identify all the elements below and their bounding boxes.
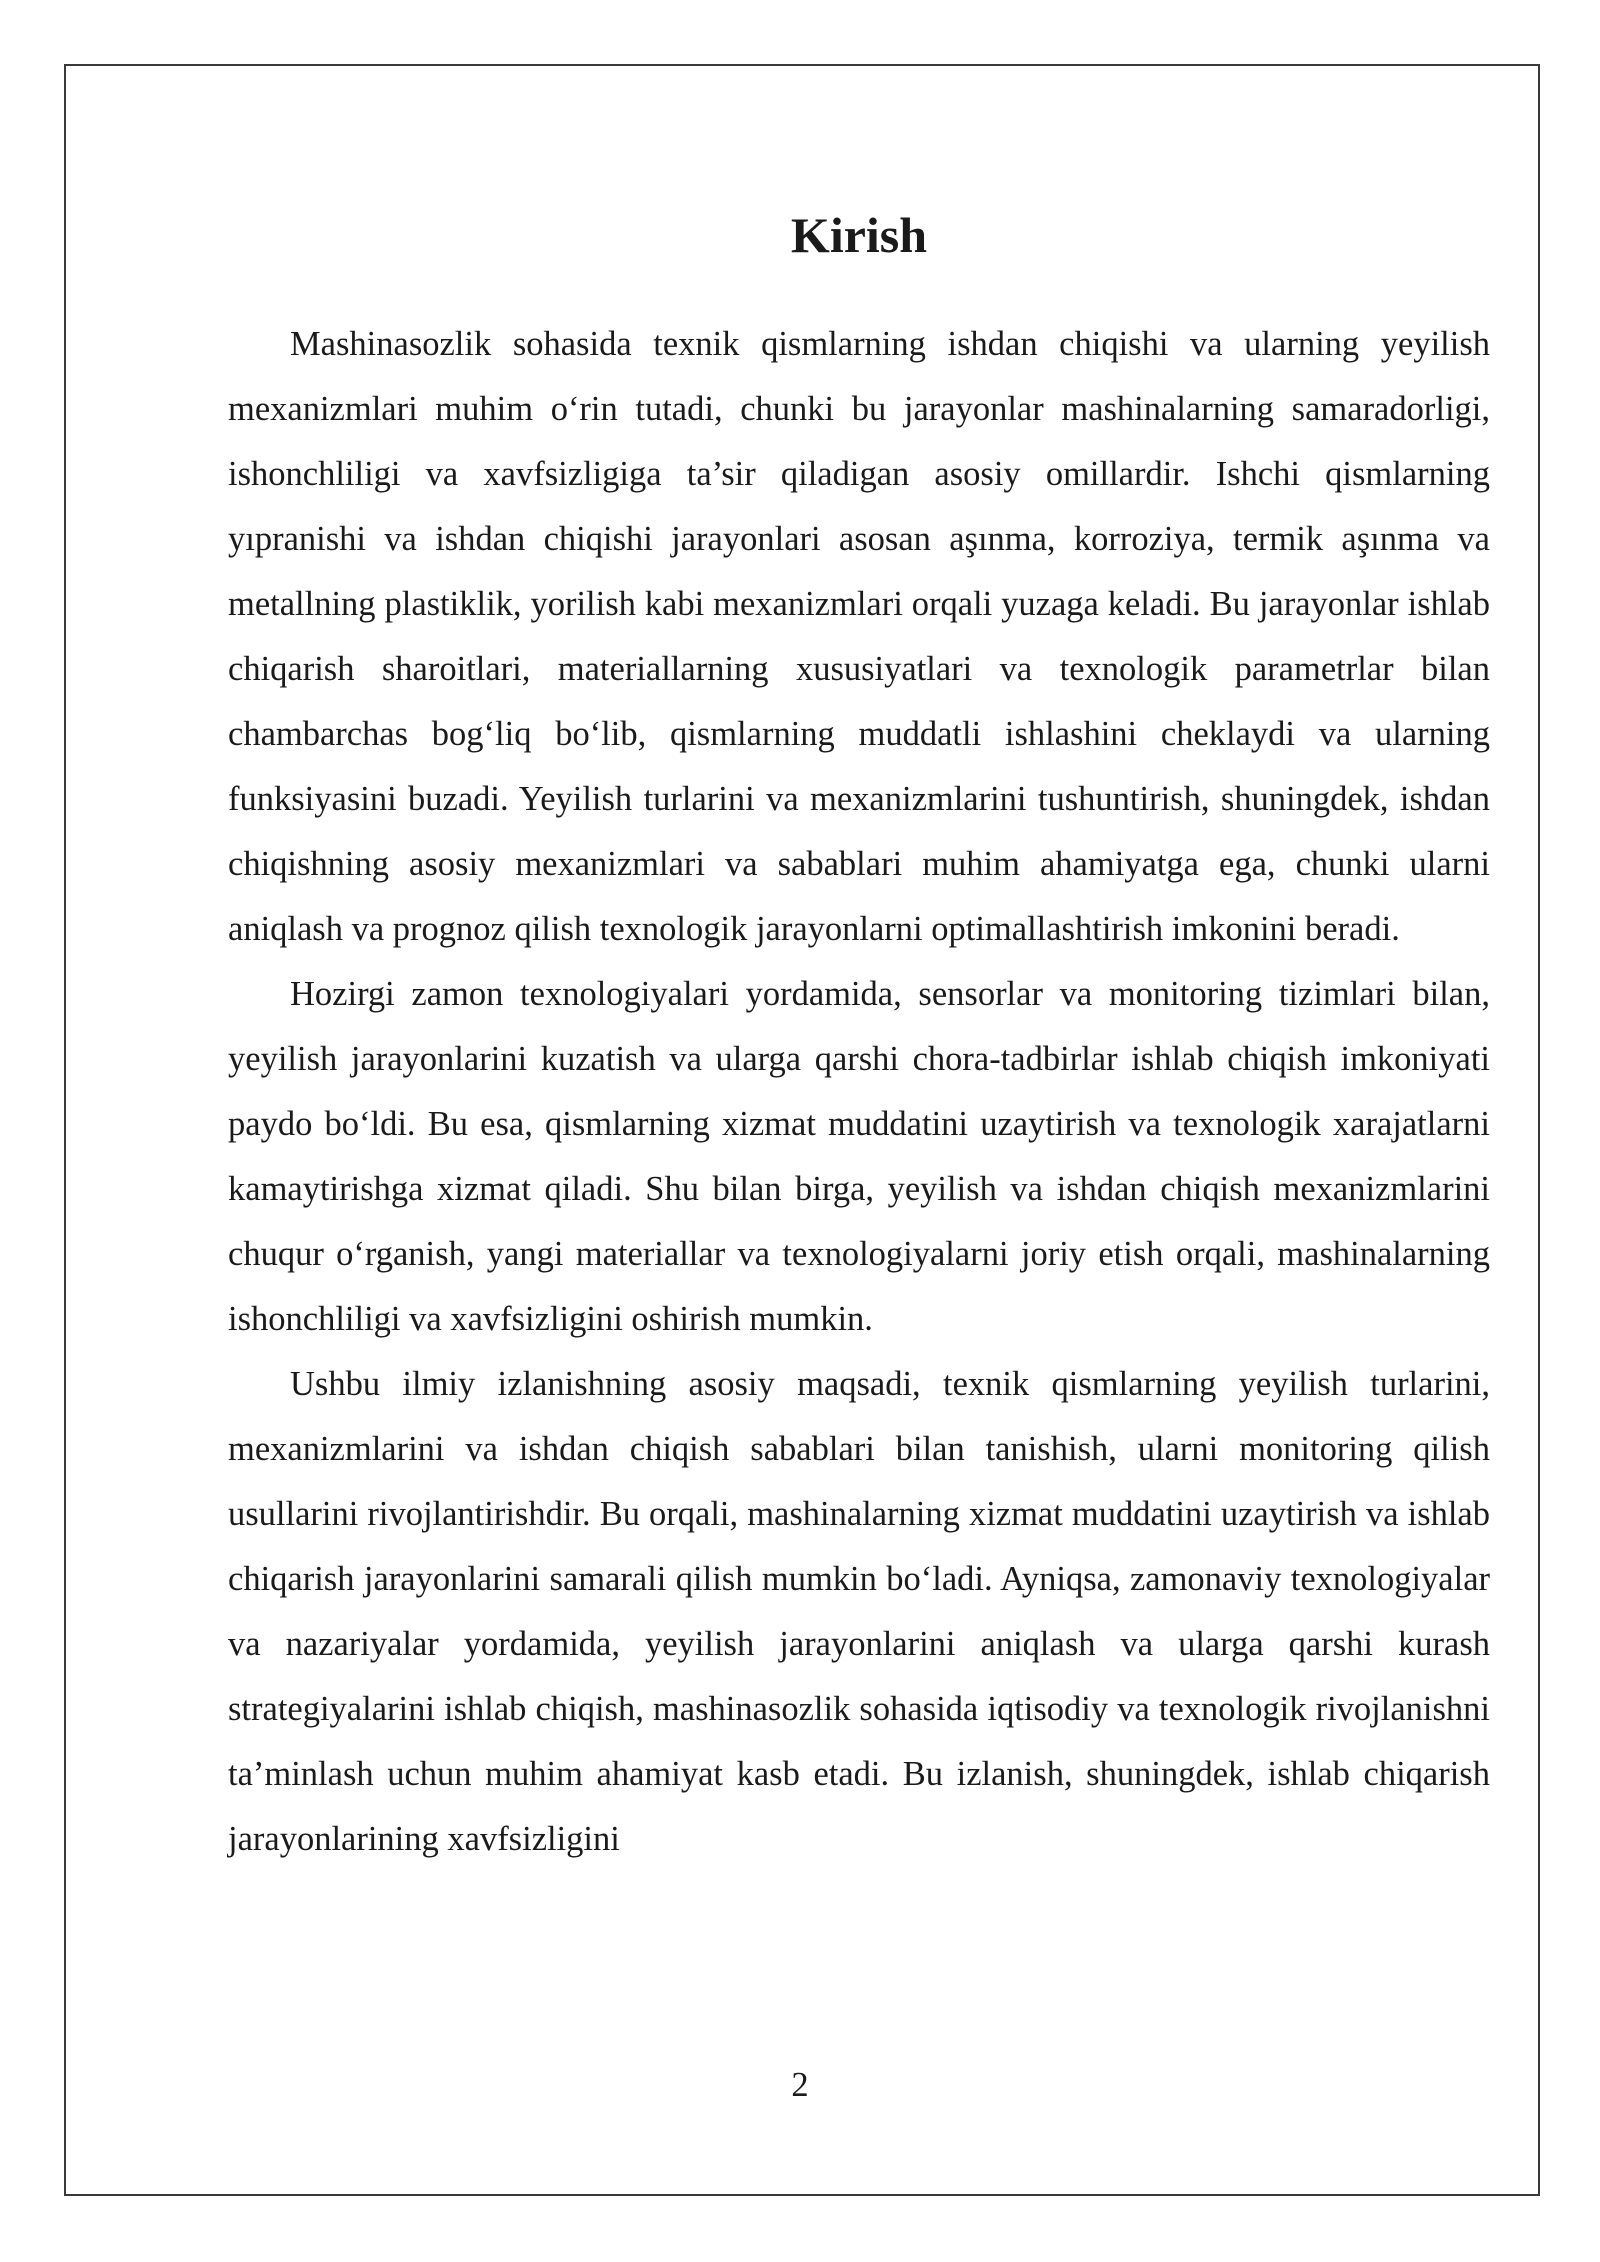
paragraph-3: Ushbu ilmiy izlanishning asosiy maqsadi, texnik qismlarning yeyilish turlarini, mexanizmlarini va ishdan chiqish sabablari bilan tanishish, ularni monitoring qilish usullarini rivojlantirishdir. Bu orqali, mashinalarning xizmat muddatini uzaytirish va ishlab chiqarish jarayonlarini samarali qilish mumkin bo‘ladi. Ayniqsa, zamonaviy texnologiyalar va nazariyalar yordamida, yeyilish jarayonlarini aniqlash va ularga qarshi kurash strategiyalarini ishlab chiqish, mashinasozlik sohasida iqtisodiy va texnologik rivojlanishni ta’minlash uchun muhim ahamiyat kasb etadi. Bu izlanish, shuningdek, ishlab chiqarish jarayonlarining xavfsizligini — [228, 1365, 1490, 1858]
paragraph-2: Hozirgi zamon texnologiyalari yordamida, sensorlar va monitoring tizimlari bilan, yeyilish jarayonlarini kuzatish va ularga qarshi chora-tadbirlar ishlab chiqish imkoniyati paydo bo‘ldi. Bu esa, qismlarning xizmat muddatini uzaytirish va texnologik xarajatlarni kamaytirishga xizmat qiladi. Shu bilan birga, yeyilish va ishdan chiqish mexanizmlarini chuqur o‘rganish, yangi materiallar va texnologiyalarni joriy etish orqali, mashinalarning ishonchliligi va xavfsizligini oshirish mumkin. — [228, 975, 1490, 1338]
page-number: 2 — [791, 2066, 809, 2104]
document-body — [228, 196, 1490, 1872]
paragraph-1: Mashinasozlik sohasida texnik qismlarning ishdan chiqishi va ularning yeyilish mexanizmlari muhim o‘rin tutadi, chunki bu jarayonlar mashinalarning samaradorligi, ishonchliligi va xavfsizligiga ta’sir qiladigan asosiy omillardir. Ishchi qismlarning yıpranishi va ishdan chiqishi jarayonlari asosan aşınma, korroziya, termik aşınma va metallning plastiklik, yorilish kabi mexanizmlari orqali yuzaga keladi. Bu jarayonlar ishlab chiqarish sharoitlari, materiallarning xususiyatlari va texnologik parametrlar bilan chambarchas bog‘liq bo‘lib, qismlarning muddatli ishlashini cheklaydi va ularning funksiyasini buzadi. Yeyilish turlarini va mexanizmlarini tushuntirish, shuningdek, ishdan chiqishning asosiy mexanizmlari va sabablari muhim ahamiyatga ega, chunki ularni aniqlash va prognoz qilish texnologik jarayonlarni optimallashtirish imkonini beradi. — [228, 325, 1490, 948]
page-title: Kirish — [790, 207, 928, 263]
